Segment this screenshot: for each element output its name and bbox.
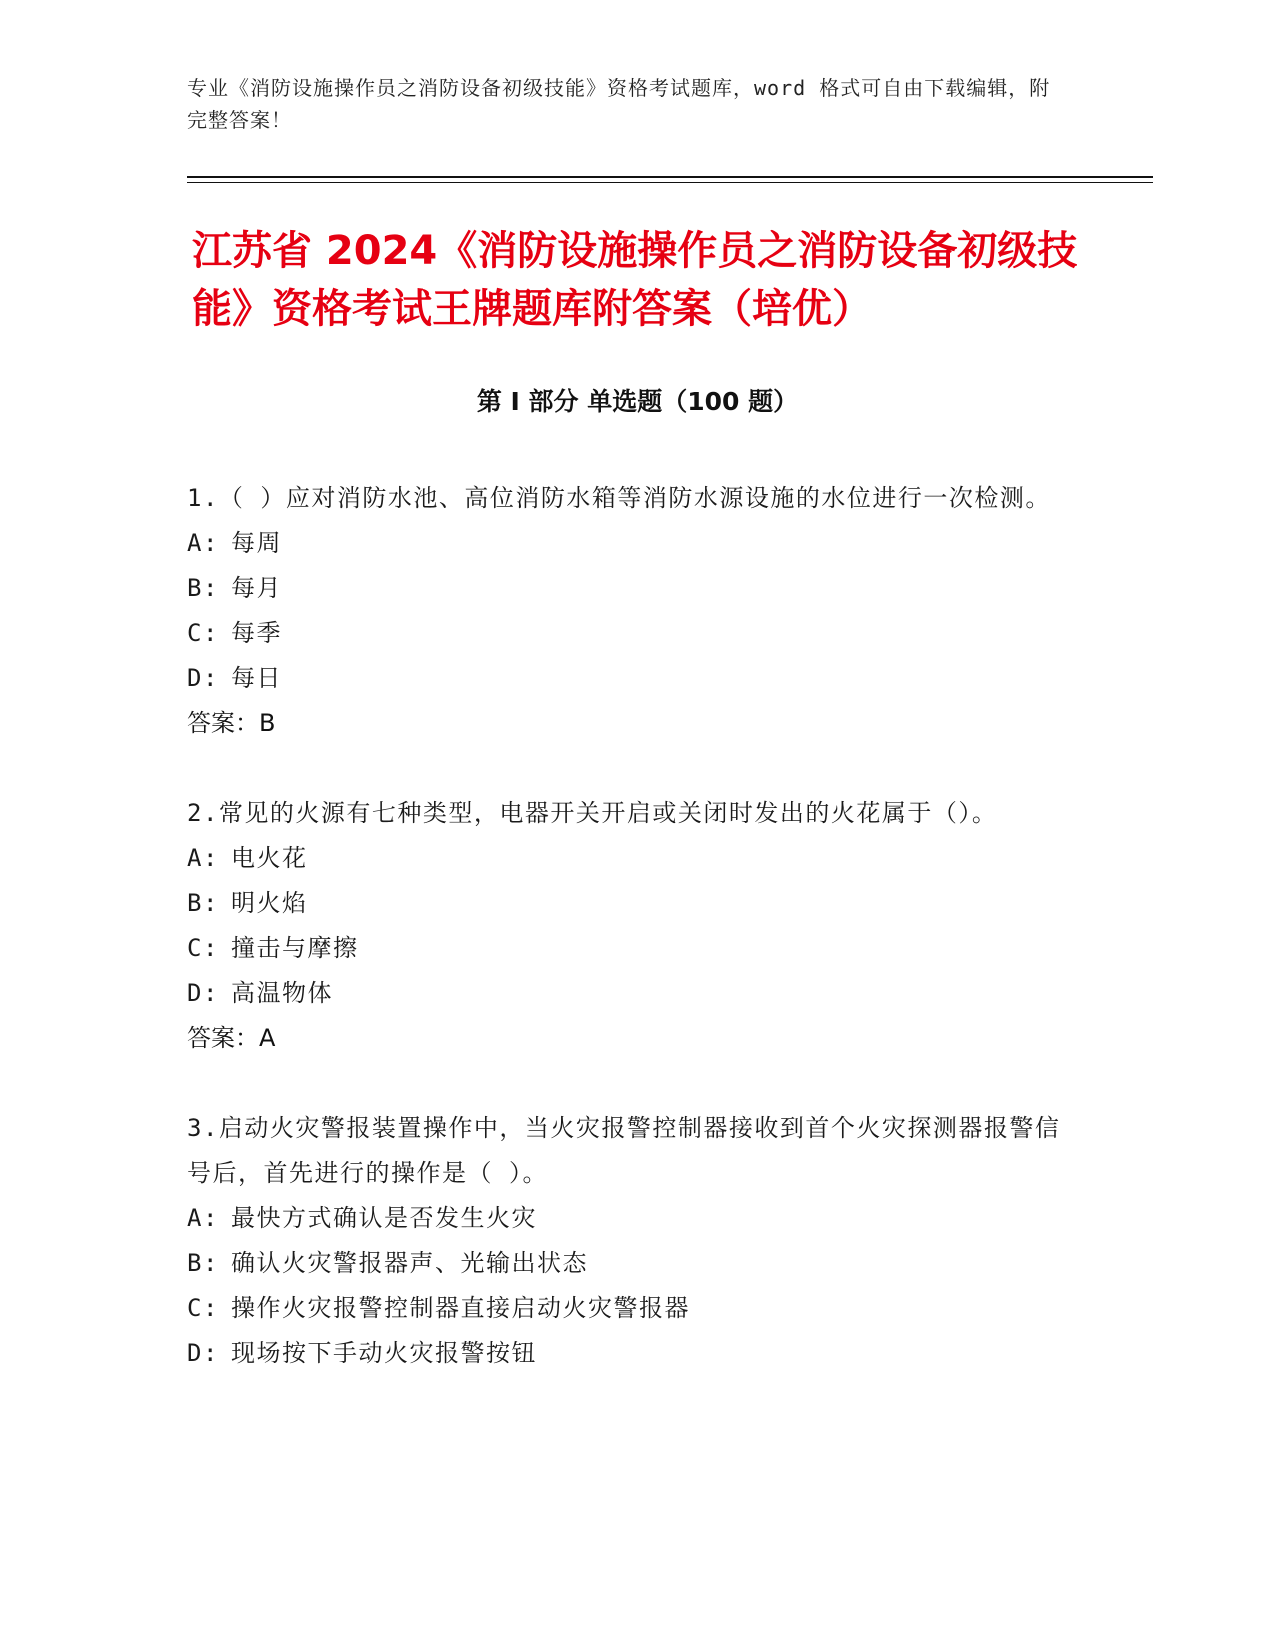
option-text: 现场按下手动火灾报警按钮 [231, 1339, 537, 1367]
option-key: A: [187, 1204, 219, 1232]
question-stem: 1.（ ）应对消防水池、高位消防水箱等消防水源设施的水位进行一次检测。 [187, 484, 1051, 512]
option-key: C: [187, 619, 219, 647]
option-c [187, 611, 1067, 656]
answer-line: 答案：A [187, 1024, 276, 1052]
option-key: D: [187, 664, 219, 692]
option-a [187, 836, 1067, 881]
option-key: A: [187, 844, 219, 872]
option-b [187, 566, 1067, 611]
option-d [187, 1331, 1067, 1376]
option-text: 每日 [231, 664, 282, 692]
option-text: 明火焰 [231, 889, 308, 917]
option-text: 操作火灾报警控制器直接启动火灾警报器 [231, 1294, 690, 1322]
question-2 [187, 791, 1067, 1061]
header-divider-thick [187, 176, 1153, 178]
option-b [187, 1241, 1067, 1286]
option-text: 电火花 [231, 844, 308, 872]
option-text: 撞击与摩擦 [231, 934, 359, 962]
question-1 [187, 476, 1067, 746]
option-key: C: [187, 1294, 219, 1322]
option-key: C: [187, 934, 219, 962]
option-key: B: [187, 574, 219, 602]
question-3 [187, 1106, 1067, 1376]
option-text: 每周 [231, 529, 282, 557]
option-key: D: [187, 1339, 219, 1367]
option-a [187, 521, 1067, 566]
answer-line: 答案：B [187, 709, 276, 737]
question-list [187, 476, 1067, 1421]
option-text: 高温物体 [231, 979, 333, 1007]
document-title: 江苏省 2024《消防设施操作员之消防设备初级技能》资格考试王牌题库附答案（培优） [192, 228, 1078, 332]
option-d [187, 656, 1067, 701]
option-c [187, 1286, 1067, 1331]
option-text: 每季 [231, 619, 282, 647]
option-key: B: [187, 1249, 219, 1277]
option-d [187, 971, 1067, 1016]
option-key: A: [187, 529, 219, 557]
option-text: 确认火灾警报器声、光输出状态 [231, 1249, 588, 1277]
header-note: 专业《消防设施操作员之消防设备初级技能》资格考试题库，word 格式可自由下载编辑，附完整答案！ [187, 76, 1051, 132]
section-title: 第 I 部分 单选题（100 题） [476, 387, 799, 416]
option-a [187, 1196, 1067, 1241]
option-b [187, 881, 1067, 926]
question-stem: 3.启动火灾警报装置操作中，当火灾报警控制器接收到首个火灾探测器报警信号后，首先进行的操作是（ ）。 [187, 1114, 1061, 1187]
question-stem: 2.常见的火源有七种类型，电器开关开启或关闭时发出的火花属于（）。 [187, 799, 998, 827]
option-c [187, 926, 1067, 971]
option-key: B: [187, 889, 219, 917]
option-text: 最快方式确认是否发生火灾 [231, 1204, 537, 1232]
option-text: 每月 [231, 574, 282, 602]
option-key: D: [187, 979, 219, 1007]
header-divider-thin [187, 182, 1153, 183]
